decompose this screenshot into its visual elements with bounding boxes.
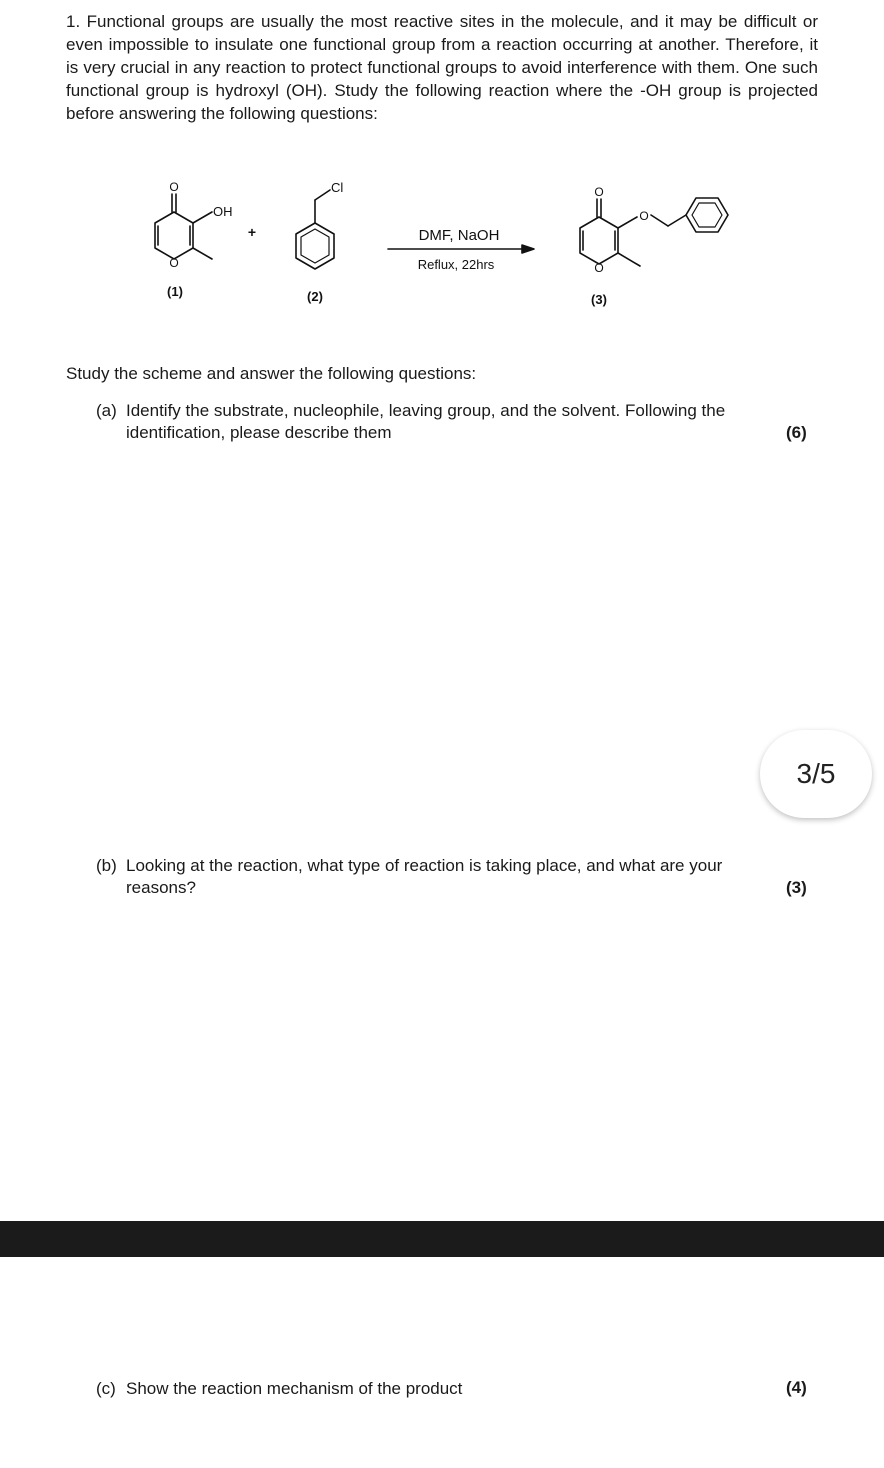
question-b-line1: Looking at the reaction, what type of reaction is taking place, and what are your xyxy=(126,856,723,875)
c3-ring-o: O xyxy=(594,261,604,275)
c3-carbonyl-o: O xyxy=(594,185,604,199)
c1-oh: OH xyxy=(213,204,233,219)
question-a xyxy=(96,400,796,446)
question-a-label: (a) xyxy=(96,401,117,420)
compound-2-structure xyxy=(296,190,334,269)
reaction-arrow xyxy=(388,245,534,253)
c2-cl: Cl xyxy=(331,180,344,195)
c1-carbonyl-o: O xyxy=(169,180,179,194)
question-a-line1: Identify the substrate, nucleophile, leaving group, and the solvent. Following the xyxy=(126,401,726,420)
study-instruction: Study the scheme and answer the following questions: xyxy=(66,364,477,383)
compound-1-label: (1) xyxy=(167,284,183,299)
question-a-line2: identification, please describe them xyxy=(126,423,392,442)
question-b-marks: (3) xyxy=(786,878,807,897)
question-b xyxy=(96,855,826,901)
reagent-bottom: Reflux, 22hrs xyxy=(417,257,495,272)
question-c-line1: Show the reaction mechanism of the product xyxy=(126,1379,463,1398)
intro-paragraph: 1. Functional groups are usually the most reactive sites in the molecule, and it may be difficult or even impossible to insulate one functional group from a reaction occurring at another. Therefore, it is very crucial in any reaction to protect functional groups to avoid interference with them. One such functional group is hydroxyl (OH). Study the following reaction where the -OH group is projected before answering the following questions: xyxy=(66,12,818,123)
question-b-label: (b) xyxy=(96,856,117,875)
question-c-marks: (4) xyxy=(786,1378,807,1397)
reagent-top: DMF, NaOH xyxy=(418,227,500,244)
question-a-marks: (6) xyxy=(786,423,807,442)
question-c xyxy=(96,1378,696,1402)
page-indicator[interactable]: 3/5 xyxy=(760,730,872,818)
c1-ring-o: O xyxy=(169,256,179,270)
reaction-scheme xyxy=(0,170,884,320)
page-separator xyxy=(0,1221,884,1257)
question-c-label: (c) xyxy=(96,1379,116,1398)
compound-2-label: (2) xyxy=(307,289,323,304)
question-b-line2: reasons? xyxy=(126,878,196,897)
plus-sign: + xyxy=(247,224,257,240)
c3-ether-o: O xyxy=(639,209,649,223)
compound-3-structure xyxy=(580,198,728,266)
compound-3-label: (3) xyxy=(591,292,607,307)
compound-1-structure xyxy=(155,194,212,259)
